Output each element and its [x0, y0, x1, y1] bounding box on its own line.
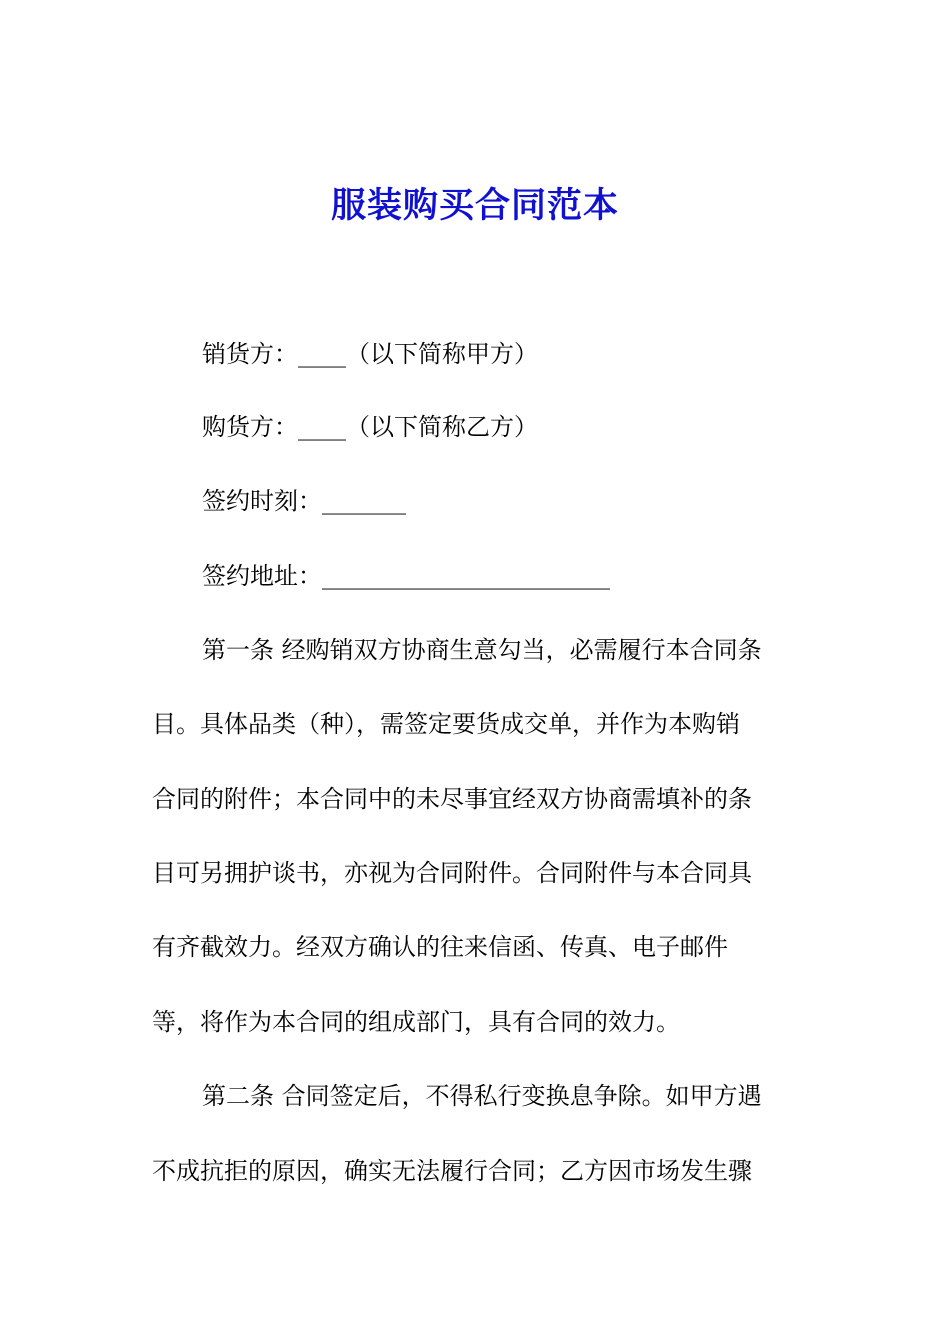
- clause1-line: 目可另拥护谈书，亦视为合同附件。合同附件与本合同具: [152, 859, 752, 887]
- clause1-line: 合同的附件；本合同中的未尽事宜经双方协商需填补的条: [152, 785, 752, 813]
- buyer-label: 购货方：: [202, 413, 298, 441]
- clause1-line: 等，将作为本合同的组成部门，具有合同的效力。: [152, 1008, 680, 1036]
- seller-blank: ____: [298, 340, 346, 368]
- clause1-line: 有齐截效力。经双方确认的往来信函、传真、电子邮件: [152, 933, 728, 961]
- sign-place-label: 签约地址：: [202, 562, 322, 590]
- buyer-blank: ____: [298, 413, 346, 441]
- sign-time-label: 签约时刻：: [202, 487, 322, 515]
- document-title: 服装购买合同范本: [330, 185, 619, 226]
- clause2-line: 第二条 合同签定后，不得私行变换息争除。如甲方遇: [202, 1082, 762, 1110]
- buyer-note: （以下简称乙方）: [346, 413, 538, 441]
- seller-note: （以下简称甲方）: [346, 340, 538, 368]
- clause1-line: 第一条 经购销双方协商生意勾当，必需履行本合同条: [202, 636, 762, 664]
- sign-time-blank: _______: [322, 487, 406, 515]
- seller-line: [202, 338, 538, 370]
- buyer-line: [202, 411, 538, 443]
- seller-label: 销货方：: [202, 340, 298, 368]
- clause1-line: 目。具体品类（种），需签定要货成交单，并作为本购销: [152, 710, 740, 738]
- clause2-line: 不成抗拒的原因，确实无法履行合同；乙方因市场发生骤: [152, 1157, 752, 1185]
- sign-place-blank: ________________________: [322, 562, 610, 590]
- sign-time-line: [202, 485, 406, 517]
- sign-place-line: [202, 560, 610, 592]
